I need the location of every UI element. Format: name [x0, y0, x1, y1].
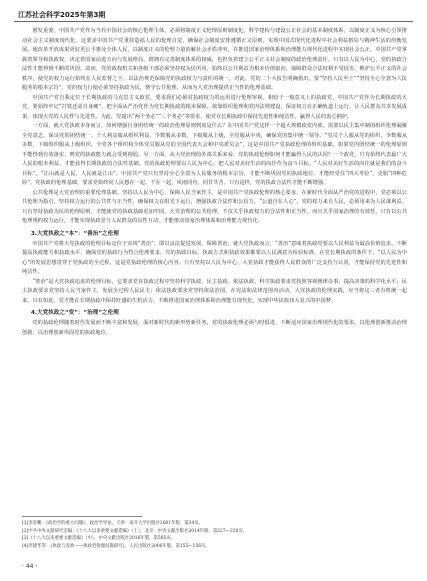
footnote: [1]李景鹏：《政治学的重大问题》，政治学导论，天津：南开大学出版社2001年版，第34页。: [22, 521, 204, 526]
body-paragraph: 公共伦理是大党治理的重要伦理基础。坚持以人民为中心，保障人民当家作主，是中国共产党执政伦理的核心要求。在新时代全面从严治党的进程中，党必须以公共伦理为指引，坚持权力运行的公共性与正当性，确保权力在阳光下运行，增强执政合法性和公信力。“公道自在人心”，党的权力来自人民，必须用来为人民谋利益。只有坚持执政为民的伦理原则，才能使党的执政基础更加牢固。大党治理的公共伦理，不仅关乎执政权力的合法性和正当性，而且关乎国家治理的有效性。只有以公共伦理规约权力运行，才能实现执政党与人民群众的良性互动，才能推动国家治理体系和治理能力现代化。: [22, 189, 407, 224]
footnote-divider: [22, 516, 142, 517]
header-divider: [14, 21, 413, 22]
article-body: [22, 27, 407, 338]
section-heading-3: 3.大党执政之“本”：“善治”之伦理: [30, 230, 119, 237]
footnote: [3]《十八大以来重要文献选编》（中），中央文献出版社2016年版，第585页。: [22, 536, 176, 542]
body-paragraph: 愈发重要。中国共产党作为当代中国社会的核心伦理主体，必须将制度正义伦理原则制度化，科学建构与建设公正社会的基本制度体系，以制度正义为核心引领推动社会主义制度现代化。这要求中国共产党秉持造福人民的伦理自觉，确保社会制度安排遵循正义原则，实现中国式现代化进程中社会利益格局与精神生活的均衡发展，使改革开放成果更好更公平惠及全体人民，以制度正义的伦理力量消解社会矛盾冲突，在推进国家治理体系和治理能力现代化进程中实现社会公正。中国共产党掌握着领导和执政权，决定着国家前进方向与发展格局，既拥有完善制度体系的权威，也担负着建立公平正义社会制度的政治伦理责任。只有以人民为中心，党的执政合法性才能得到不断的巩固。故而，党的政权机关和各级干部必须坚持权为民所用，始终以公共利益为根本价值取向，保障群众合法权利不受侵害，维护公平正义的社会秩序，使党的权力运行始终在人民监督之下，以法治规范保障党的执政权力与责任的统一。对此，党的二十大报告明确指出，要“坚持人民至上”“坚持全心全意为人民服务的根本宗旨”，党的权力行使必须坚持执政为民，恪守公共伦理，从而为大党治理提供正当性的伦理基础。: [22, 28, 407, 91]
body-paragraph: 中国共产党将大党执政的伦理目标定位于实现“善治”，即以良法促进发展、保障善治。就大党执政而言，“善治”意味着执政党要以人民利益为最高价值追求，不断提高执政能力和执政水平，确保党的执政行为符合伦理要求。党的执政目标、执政方式和执政效果都要以人民满意为检验标准。在党长期执政的条件下，“以人民为中心”的发展思想贯穿于党执政的全过程，这是党执政伦理的核心内容。只有坚持以人民为中心，大党执政才能获得人民群众的广泛支持与认同，才能保持党的先进性和纯洁性。: [22, 240, 407, 275]
journal-header: 江苏社会科学2025年第3期: [18, 11, 106, 19]
body-paragraph: “善治”是大党执政追求的伦理目标，它要求党在执政过程中坚持科学执政、民主执政、依法执政。科学执政要求党按照客观规律办事，提高决策的科学化水平；民主执政要求党坚持人民当家作主，发展全过程人民民主；依法执政要求党坚持依法治国，在宪法和法律范围内活动。大党执政的伦理实践，应当将这三者有机统一起来。只有如此，党才能在长期执政中保持旺盛的生机活力，不断推进国家治理体系和治理能力现代化，实现中华民族伟大复兴的中国梦。: [22, 278, 407, 304]
body-paragraph: 中国共产党自我定位于长期执政的马克思主义政党，要求我们必须对执政权力的运用进行伦理审视。相较于一般意义上的执政党，中国共产党作为长期执政的大党，要始终牢记“打铁还需自身硬”，把全面从严治党作为党长期执政的根本保障。依靠组织伦理和党内法规建设，保证权力在正确轨道上运行，让人民群众共享发展成果，体现大党的人民性与先进性。为此，党提出“两个务必”“三个务必”等要求，使党在长期执政中保持先进性和纯洁性，赢得人民的衷心拥护。: [22, 94, 407, 120]
section-heading-4: 4.大党执政之“变”：“治理”之伦理: [30, 310, 119, 316]
footnotes: [22, 520, 407, 550]
page-number: · 44 ·: [22, 563, 38, 570]
body-paragraph: 党的执政伦理随着时代发展而不断丰富和发展。面对新时代的新形势新任务，党的执政伦理必须与时俱进，不断适应国家治理现代化的要求，以伦理创新推动治理创新，以治理创新巩固党的执政地位。: [22, 320, 407, 336]
footnote: [4]李建华等：《执政与善政——执政党伦理问题研究》，人民出版社2006年版，第155—156页。: [22, 543, 210, 549]
body-paragraph: 一方面，就大党执政本身而言，如何增强自身团结统一的政治伦理原则到底是什么？在中国共产党这样一个超大规模政党内部，需要以民主集中制的组织伦理凝聚全党意志，保证党的团结统一。个人利益服从组织利益，少数服从多数，下级服从上级，全党服从中央，确保党的集中统一领导。“党员个人服从党的组织，少数服从多数，下级组织服从上级组织，全党各个组织和全体党员服从党的全国代表大会和中央委员会”，这是中国共产党执政伦理的组织基础。如果党内团结统一的伦理原则不能得到有效落实，则党的执政能力就会受到削弱。另一方面，从大党治理的外部关系来看，党的执政伦理如何才能赢得人民的认同？一个政党，只有始终代表最广大人民的根本利益，才能获得长期执政的合法性基础。党的执政伦理要以人民为中心，把人民对美好生活的向往作为奋斗目标。“人民对美好生活的向往就是我们的奋斗目标”，“江山就是人民，人民就是江山”。中国共产党只有坚持全心全意为人民服务的根本宗旨，才能不断巩固党的执政地位，才能经受住“四大考验”，克服“四种危险”。党执政的伦理基础，要求党始终同人民想在一起、干在一起，风雨同舟、同甘共苦。只有这样，党的执政合法性才能不断增强。: [22, 123, 407, 186]
footnote: [2]中共中央文献研究室编：《十八大以来重要文献选编》（上），北京：中央文献出版社2014年版，第227—228页。: [22, 528, 248, 534]
